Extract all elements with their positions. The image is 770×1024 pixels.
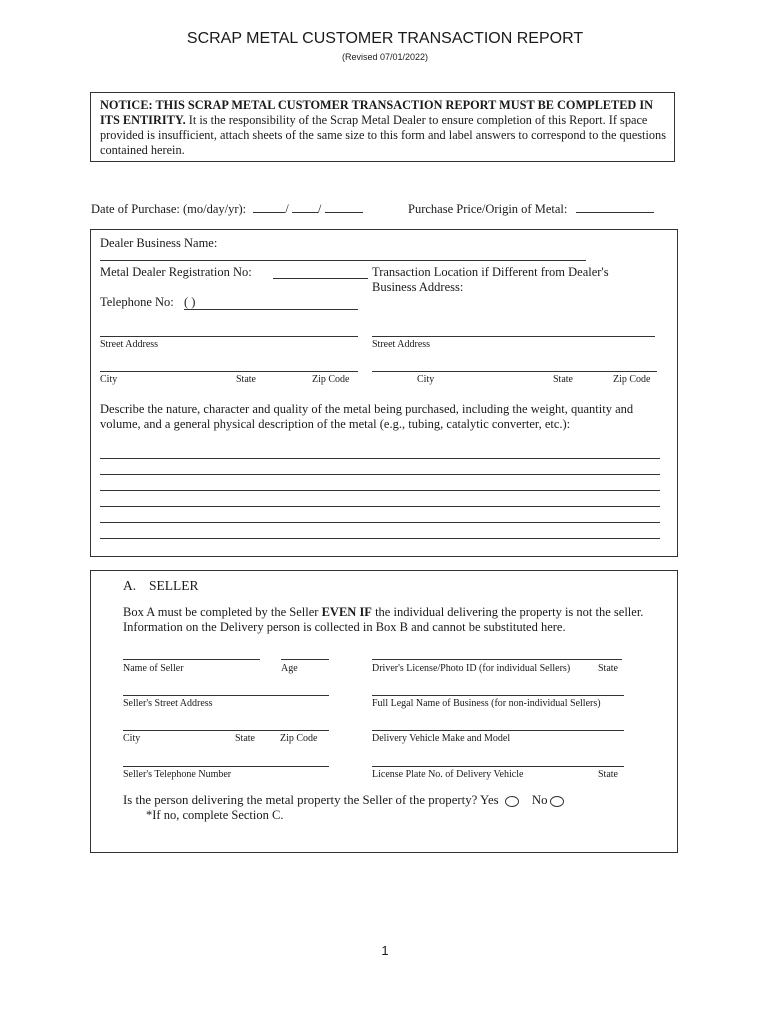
notice-heading: NOTICE: THIS SCRAP METAL CUSTOMER TRANSACTION REPORT MUST BE COMPLETED IN ITS ENTIRITY. — [100, 98, 654, 127]
transaction-location-label: Transaction Location if Different from Dealer's — [372, 265, 609, 279]
seller-section-heading: SELLER — [149, 578, 199, 593]
seller-age-field[interactable] — [281, 659, 329, 660]
description-line[interactable] — [100, 538, 660, 539]
description-line[interactable] — [100, 522, 660, 523]
description-line[interactable] — [100, 458, 660, 459]
seller-section-letter: A. — [123, 578, 137, 593]
seller-zip-label: Zip Code — [280, 733, 318, 744]
day-field[interactable] — [292, 200, 318, 213]
date-of-purchase-label: Date of Purchase: (mo/day/yr): — [91, 202, 247, 216]
drivers-license-label: Driver's License/Photo ID (for individual Sellers) — [372, 663, 571, 674]
dealer-business-name-field[interactable] — [100, 260, 586, 261]
seller-intro-post: the individual delivering the property is not the seller. Information on the Delivery person is collected in Box B and cannot be substituted here. — [123, 605, 644, 634]
dealer-zip-label: Zip Code — [312, 374, 350, 385]
page-number: 1 — [381, 943, 389, 958]
revision-date: (Revised 07/01/2022) — [341, 52, 429, 62]
metal-description-label: Describe the nature, character and quality of the metal being purchased, including the weight, quantity and volume, and a general physical description of the metal (e.g., tubing, catalytic converter, etc.): — [100, 402, 634, 431]
location-state-label: State — [553, 374, 573, 385]
description-line[interactable] — [100, 506, 660, 507]
delivery-question — [123, 793, 564, 808]
license-plate-label: License Plate No. of Delivery Vehicle — [372, 769, 524, 780]
location-city-label: City — [417, 374, 435, 385]
legal-business-name-label: Full Legal Name of Business (for non-individual Sellers) — [372, 698, 601, 709]
dealer-street-label: Street Address — [100, 339, 159, 350]
seller-city-state-zip-field[interactable] — [123, 730, 329, 731]
location-street-label: Street Address — [372, 339, 431, 350]
plate-state-label: State — [598, 769, 618, 780]
no-option-label: No — [531, 793, 548, 807]
seller-intro-bold: EVEN IF — [321, 605, 372, 619]
description-line[interactable] — [100, 474, 660, 475]
seller-telephone-label: Seller's Telephone Number — [123, 769, 232, 780]
seller-city-label: City — [123, 733, 141, 744]
registration-label: Metal Dealer Registration No: — [100, 265, 252, 279]
seller-street-field[interactable] — [123, 695, 329, 696]
dealer-box — [90, 229, 678, 557]
seller-street-label: Seller's Street Address — [123, 698, 213, 709]
seller-telephone-field[interactable] — [123, 766, 329, 767]
notice-box — [90, 92, 675, 162]
notice-text: It is the responsibility of the Scrap Metal Dealer to ensure completion of this Report. If space provided is insufficient, attach sheets of the same size to this form and label answers to correspond to the questions contained herein. — [100, 113, 666, 157]
license-plate-field[interactable] — [372, 766, 624, 767]
license-state-label: State — [598, 663, 618, 674]
dealer-city-state-zip-field[interactable] — [100, 371, 358, 372]
purchase-price-label: Purchase Price/Origin of Metal: — [408, 202, 568, 216]
yes-option-label: Yes — [480, 793, 499, 807]
business-address-label: Business Address: — [372, 280, 464, 294]
description-line[interactable] — [100, 490, 660, 491]
registration-field[interactable] — [273, 278, 368, 279]
dealer-street-field[interactable] — [100, 336, 358, 337]
legal-business-name-field[interactable] — [372, 695, 624, 696]
location-zip-label: Zip Code — [613, 374, 651, 385]
location-street-field[interactable] — [372, 336, 655, 337]
vehicle-make-model-field[interactable] — [372, 730, 624, 731]
seller-name-label: Name of Seller — [123, 663, 184, 674]
page-title: SCRAP METAL CUSTOMER TRANSACTION REPORT — [186, 30, 584, 47]
purchase-price-field[interactable] — [576, 200, 654, 213]
no-radio[interactable] — [550, 796, 564, 807]
seller-intro-pre: Box A must be completed by the Seller — [123, 605, 322, 619]
year-field[interactable] — [325, 200, 363, 213]
purchase-price — [408, 200, 654, 217]
yes-radio[interactable] — [505, 796, 519, 807]
seller-age-label: Age — [281, 663, 298, 674]
vehicle-make-model-label: Delivery Vehicle Make and Model — [372, 733, 511, 744]
delivery-question-text: Is the person delivering the metal property the Seller of the property? — [123, 793, 478, 807]
location-city-state-zip-field[interactable] — [372, 371, 657, 372]
area-code-field[interactable]: ( ) — [184, 295, 196, 309]
dealer-business-name-label: Dealer Business Name: — [100, 236, 218, 250]
section-c-footnote: *If no, complete Section C. — [146, 808, 284, 822]
date-of-purchase: Date of Purchase: (mo/day/yr): / / — [91, 200, 363, 217]
dealer-state-label: State — [236, 374, 256, 385]
drivers-license-field[interactable] — [372, 659, 622, 660]
dealer-city-label: City — [100, 374, 118, 385]
seller-name-field[interactable] — [123, 659, 260, 660]
telephone-label: Telephone No: — [100, 295, 174, 309]
seller-state-label: State — [235, 733, 255, 744]
month-field[interactable] — [253, 200, 285, 213]
seller-intro — [123, 605, 668, 635]
telephone-field[interactable] — [184, 309, 358, 310]
seller-box — [90, 570, 678, 853]
